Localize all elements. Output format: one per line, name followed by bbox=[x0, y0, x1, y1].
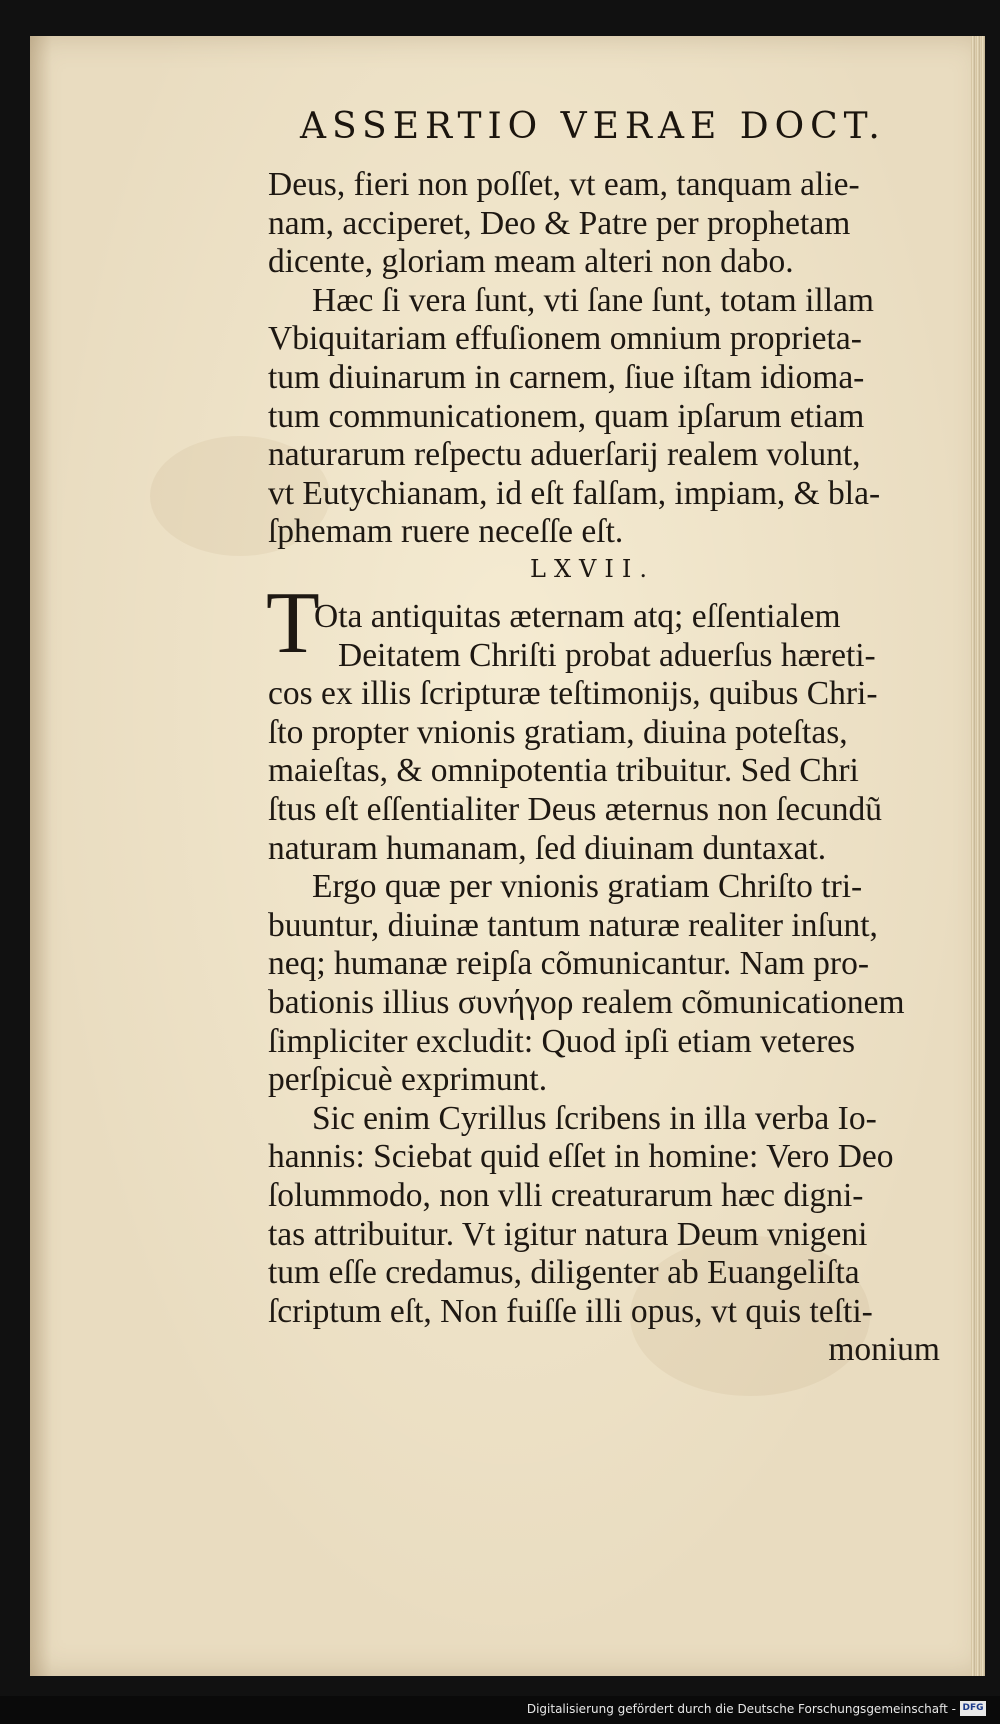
text-block-lower bbox=[268, 598, 948, 1370]
text-line: tum diuinarum in carnem, ſiue iſtam idioma- bbox=[268, 358, 865, 396]
text-line: Ota antiquitas æternam atq; eſſentialem bbox=[314, 598, 841, 635]
footer-credit: Digitalisierung gefördert durch die Deutsche Forschungsgemeinschaft - bbox=[526, 1702, 956, 1716]
text-line: tum communicationem, quam ipſarum etiam bbox=[268, 397, 865, 435]
text-line: naturam humanam, ſed diuinam duntaxat. bbox=[268, 829, 827, 867]
text-line: nam, acciperet, Deo & Patre per prophetam bbox=[268, 204, 851, 242]
text-line: ſimpliciter excludit: Quod ipſi etiam veteres bbox=[268, 1022, 856, 1060]
text-line: Hæc ſi vera ſunt, vti ſane ſunt, totam illam bbox=[312, 281, 874, 319]
drop-capital: T bbox=[266, 575, 320, 672]
text-line: bationis illius συνήγορ realem cõmunicationem bbox=[268, 983, 905, 1021]
text-line: Deitatem Chriſti probat aduerſus hæreti- bbox=[338, 636, 876, 674]
catchword: monium bbox=[828, 1331, 940, 1369]
dfg-logo: DFG bbox=[960, 1701, 986, 1716]
text-line: Ergo quæ per vnionis gratiam Chriſto tri- bbox=[312, 868, 863, 906]
text-line: ſcriptum eſt, Non fuiſſe illi opus, vt quis teſti- bbox=[268, 1292, 873, 1330]
running-head: ASSERTIO VERAE DOCT. bbox=[300, 106, 886, 147]
page-edge bbox=[971, 36, 985, 1676]
text-line: tum eſſe credamus, diligenter ab Euangeliſta bbox=[268, 1254, 860, 1292]
text-line: neq; humanæ reipſa cõmunicantur. Nam pro- bbox=[268, 945, 869, 983]
text-line: Vbiquitariam effuſionem omnium proprieta- bbox=[268, 320, 862, 358]
text-line: vt Eutychianam, id eſt falſam, impiam, & bla- bbox=[268, 474, 881, 512]
text-line: perſpicuè exprimunt. bbox=[268, 1061, 548, 1099]
text-line: ſolummodo, non vlli creaturarum hæc digni- bbox=[268, 1176, 864, 1214]
text-line: naturarum reſpectu aduerſarij realem volunt, bbox=[268, 436, 861, 474]
text-line: Deus, fieri non poſſet, vt eam, tanquam alie- bbox=[268, 166, 860, 203]
text-line: ſtus eſt eſſentialiter Deus æternus non ſecundũ bbox=[268, 790, 883, 828]
text-line: ſto propter vnionis gratiam, diuina poteſtas, bbox=[268, 713, 848, 751]
text-line: maieſtas, & omnipotentia tribuitur. Sed Chri bbox=[268, 752, 859, 790]
text-line: cos ex illis ſcripturæ teſtimonijs, quibus Chri- bbox=[268, 675, 878, 713]
text-line: dicente, gloriam meam alteri non dabo. bbox=[268, 243, 794, 281]
text-block-upper bbox=[268, 166, 948, 552]
text-line: hannis: Sciebat quid eſſet in homine: Vero Deo bbox=[268, 1138, 894, 1176]
text-line: ſphemam ruere neceſſe eſt. bbox=[268, 513, 624, 551]
section-number: LXVII. bbox=[530, 555, 655, 583]
text-line: buuntur, diuinæ tantum naturæ realiter inſunt, bbox=[268, 906, 878, 944]
text-line: tas attribuitur. Vt igitur natura Deum vnigeni bbox=[268, 1215, 868, 1253]
text-line: Sic enim Cyrillus ſcribens in illa verba Io- bbox=[312, 1099, 877, 1137]
